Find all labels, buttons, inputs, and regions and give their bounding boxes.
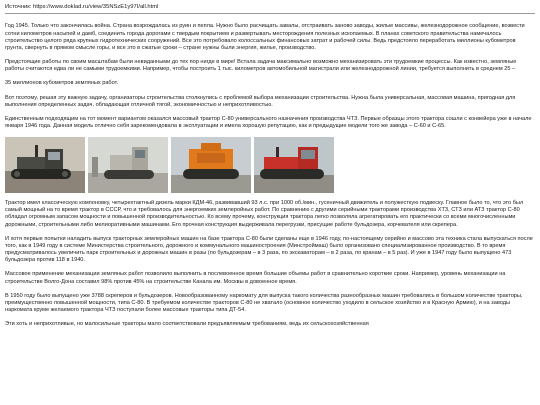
paragraph-1: Год 1945. Только что закончилась война. Страна возрождалась из руин и пепла. Нужно было расчищать завалы, отстраивать заново заводы, жилые массивы, железнодорожное сообщение, возвести сотни километров насыпей и дамб, соединить города дорогами с твердым покрытием и развертывать месторождения полезных ископаемых. В планах советского правительства намечалось строительство целого ряда крупных гидротехнических сооружений. Все это потребовало колоссальных финансовых затрат и рабочей силы. Ведь предстояло переработать миллионы кубометров грунта, свернуть в прямом смысле горы, и все это в сжатые сроки – стране нужны были энергия, жилье, производство. (5, 23, 525, 51)
photo-crawler-tractor-bulldozer (88, 137, 168, 193)
paragraph-10: Эти хоть и неприхотливые, но малосильные тракторы мало соответствовали предъявляемым требованиям, ведь их сельскохозяйственная (5, 321, 369, 328)
crawler-tractor-dark-image (5, 137, 85, 193)
paragraph-4: Вот поэтому, решая эту важную задачу, организаторы строительства столкнулись с проблемой выбора механизации строительства. Нужна была универсальная, массовая машина, пригодная для выполнения определенных задач, обладающая отличной тягой, экономичностью и неприхотливостью. (5, 94, 516, 108)
divider (5, 13, 535, 14)
paragraph-3: 35 миллионов кубометров земляных работ. (5, 80, 119, 87)
source-link[interactable]: https://www.doklad.ru/view/35NSzE1y97I/all.html (32, 4, 159, 10)
paragraph-2: Предстоящие работы по своим масштабам были невиданными до тех пор нигде в мире! Встала задача максимально возможно механизировать эти трудоемкие процессы. Как известно, земляные работы считаются едва ли не самыми трудоемкими. Например, чтобы построить 1 тыс. километров автомобильной магистрали или железнодорожной линии, требуется выполнить в среднем 25 – (5, 59, 517, 73)
paragraph-6: Трактор имел классическую компоновку, четырехтактный дизель марки КДМ-46, развивавший 93 л.с. при 1000 об./мин., гусеничный движитель и полужесткую подвеску. Главное было то, что это был самый мощный на то время трактор в СССР, что и требовалось для энергоемких землеройных работ. По сравнению с другими серийными тракторами производства ХТЗ, СТЗ или АТЗ трактор С-80 обладал огромным запасом мощности и повышенной производительностью. Ко всему прочему, конструкция трактора легко позволяла агрегатировать его практически со всеми многочисленными дорожными, строительными либо мелиоративными машинами. Его прочная конструкция выдерживала перегрузки, присущие работе бульдозера, корчевателя или скрепера. (5, 200, 524, 228)
photo-crawler-tractor-dark (5, 137, 85, 193)
photo-tractor-orange-front (171, 137, 251, 193)
tractor-red-side-image (254, 137, 334, 193)
photo-strip (5, 137, 535, 193)
paragraph-5: Единственным подходящим на тот момент вариантом оказался массовый трактор С-80 универсального назначения производства ЧТЗ. Первые образцы этого трактора сошли с конвейера уже в начале января 1946 года. Данная модель отлично себя зарекомендовала в эксплуатации и имела хорошую репутацию, как и предыдущие модели того же завода – С-60 и С-65. (5, 115, 532, 129)
paragraph-9: В 1950 году было выпущено уже 3788 скреперов и бульдозеров. Новообразованному наркомату для выпуска такого количества разнообразных машин требовались в большом количестве тракторы, преимущественно повышенной мощности, типа С-80. В требуемом количестве тракторов С-80 не хватало (основное количество уходило в сельское хозяйство и в Красную Армию), и на заводы наркомата круме желаемого трактора ЧТЗ поступали более массовые тракторы типа ДТ-54. (5, 292, 523, 313)
crawler-tractor-bulldozer-image (88, 137, 168, 193)
photo-tractor-red-side (254, 137, 334, 193)
source-label: Источник (5, 4, 30, 10)
source-line: Источник: https://www.doklad.ru/view/35NSzE1y97I/all.html (5, 4, 159, 10)
paragraph-8: Массовое применение механизации земляных работ позволило выполнить в послевоенное время большие объемы работ в сравнительно короткие сроки. Например, уровень механизации на строительстве Волго-Дона составил 98% против 45% на строительстве Канала им. Москвы в довоенное время. (5, 271, 506, 285)
paragraph-7: И хотя первые попытки наладить выпуск тракторных землеройных машин на базе трактора С-80 были сделаны еще в 1946 году, по-настоящему серийно и массово эта техника стала выпускаться после того, как в 1949 году в системе Министерства строительного, дорожного и коммунального машиностроения (Минстроймаш) было организовано специализированное производство. В то время предусматривалось увеличить парк строительных и дорожных машин в разы (по бульдозерам – в 3 раза, по экскаваторам – в 2 раза, по кранам – в 5 раз). И уже в 1947 году было выпущено 473 бульдозера против 118 в 1940. (5, 235, 533, 264)
tractor-orange-front-image (171, 137, 251, 193)
